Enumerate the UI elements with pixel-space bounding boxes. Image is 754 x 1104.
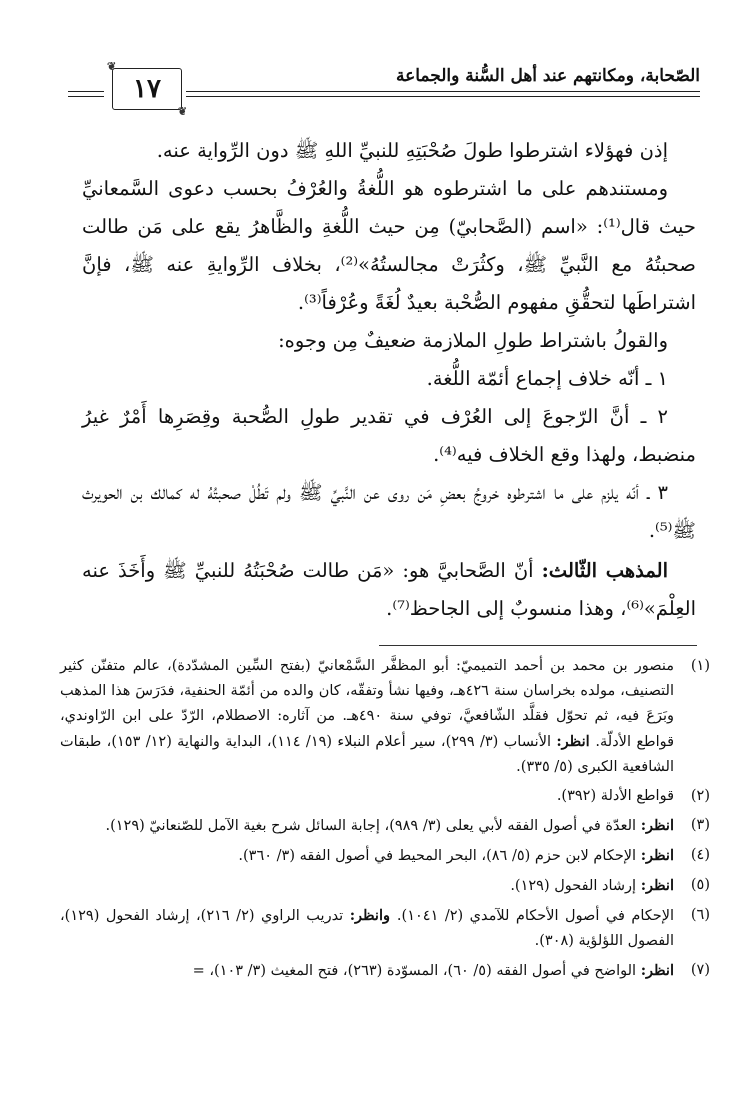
footnote-number: (٣) — [690, 817, 710, 833]
page-header — [68, 58, 700, 118]
header-rule — [186, 91, 700, 92]
footnote-text — [60, 958, 674, 984]
paragraph: والقولُ باشتراط طولِ الملازمة ضعيفٌ مِن وجوه: — [278, 329, 668, 352]
paragraph-text: أنّ الصَّحابيَّ هو: «مَن طالت صُحْبَتُهُ للنبيِّ ﷺ وأَخَذَ عنه العِلْمَ»⁽⁶⁾، وهذا منسوبٌ إلى الجاحظ⁽⁷⁾. — [82, 559, 696, 620]
footnote — [60, 903, 710, 954]
footnote-label: انظر: — [640, 962, 674, 979]
page-number: ١٧ — [133, 74, 161, 104]
footnote-body: الإحكام في أصول الأحكام للآمدي (٢/ ١٠٤١). — [396, 908, 675, 924]
section-term: المذهب الثّالث: — [541, 559, 668, 582]
footnote-label: انظر: — [640, 847, 674, 864]
footnote-body: قواطع الأدلة (٣٩٢). — [556, 788, 674, 804]
footnote — [60, 873, 710, 899]
footnote-body: إرشاد الفحول (١٢٩). — [510, 878, 641, 894]
main-text — [82, 132, 696, 628]
header-rule — [68, 91, 104, 92]
footnote-number: (٢) — [690, 788, 710, 804]
ornament-icon: ❦ — [107, 60, 117, 73]
footnote-number: (٧) — [690, 962, 710, 978]
footnote-text — [60, 654, 674, 780]
footnote-number: (٥) — [690, 877, 710, 893]
footnote — [60, 784, 710, 809]
footnote — [60, 843, 710, 869]
footnote-number: (٤) — [690, 847, 710, 863]
list-item: ٣ ـ أنّه يلزم على ما اشترطوه خروجُ بعضِ مَن روى عن النَّبيِّ ﷺ ولم تَطُلْ صحبتُهُ له كمالك بن الحويرث ﷺ⁽⁵⁾. — [82, 481, 696, 542]
running-title: الصّحابة، ومكانتهم عند أهل السُّنة والجماعة — [395, 66, 700, 86]
footnote-body: الإحكام لابن حزم (٥/ ٨٦)، البحر المحيط في أصول الفقه (٣/ ٣٦٠). — [238, 848, 641, 864]
footnote-body: تدريب الراوي (٢/ ٢١٦)، إرشاد الفحول (١٢٩)، الفصول اللؤلؤية (٣٠٨). — [60, 908, 674, 949]
footnote — [60, 813, 710, 839]
footnote-number: (٦) — [690, 907, 710, 923]
paragraph: إذن فهؤلاء اشترطوا طولَ صُحْبَتِهِ للنبيِّ اللهِ ﷺ دون الرِّواية عنه. — [156, 139, 668, 162]
list-item: ١ ـ أنّه خلاف إجماع أئمّة اللُّغة. — [426, 367, 668, 390]
footnote-text — [60, 903, 674, 954]
footnote-number: (١) — [690, 658, 710, 674]
footnote-body: الأنساب (٣/ ٢٩٩)، سير أعلام النبلاء (١٩/ ١١٤)، البداية والنهاية (١٢/ ١٥٣)، طبقات الشافعية الكبرى (٥/ ٣٣٥). — [60, 734, 674, 775]
footnote-text — [60, 843, 674, 869]
footnote — [60, 958, 710, 984]
header-rule — [186, 96, 700, 97]
page-number-box — [107, 60, 187, 118]
footnote-label: وانظر: — [349, 907, 397, 924]
ornament-icon: ❦ — [177, 105, 187, 118]
footnote-text — [60, 784, 674, 809]
footnote-label: انظر: — [640, 877, 674, 894]
footnote-label: انظر: — [556, 733, 596, 750]
paragraph — [82, 552, 696, 628]
footnote-separator — [379, 645, 697, 646]
footnote — [60, 654, 710, 780]
footnote-body: العدّة في أصول الفقه لأبي يعلى (٣/ ٩٨٩)، إجابة السائل شرح بغية الآمل للصّنعانيّ (١٢٩). — [105, 818, 641, 834]
list-item: ٢ ـ أنَّ الرّجوعَ إلى العُرْف في تقدير طولِ الصُّحبة وقِصَرِها أَمْرٌ غيرُ منضبط، ولهذا وقع الخلاف فيه⁽⁴⁾. — [82, 405, 696, 466]
paragraph: ومستندهم على ما اشترطوه هو اللُّغةُ والعُرْفُ بحسب دعوى السَّمعانيِّ حيث قال⁽¹⁾: «اسم (الصَّحابيّ) مِن حيث اللُّغةِ والظَّاهرُ يقع على مَن طالت صحبتُهُ مع النَّبيِّ ﷺ، وكثُرَتْ مجالستُهُ»⁽²⁾، بخلاف الرِّوايةِ عنه ﷺ، فإنَّ اشتراطَها لتحقُّقِ مفهوم الصُّحْبة بعيدٌ لُغَةً وعُرْفاً⁽³⁾. — [82, 177, 696, 314]
footnote-text — [60, 813, 674, 839]
footnote-label: انظر: — [640, 817, 674, 834]
footnote-body: منصور بن محمد بن أحمد التميميّ: أبو المظفَّر السَّمْعانيّ (بفتح السِّين المشدّدة)، عالم متفنّن كثير التصنيف، مولده بخراسان سنة ٤٢٦هـ، وفيها نشأ وتفقّه، كان والده من أئمّة الحنفية، فدَرَسَ هذا المذهب وبَرَعَ فيه، ثم تحوّل فقلَّد الشّافعيَّ، توفي سنة ٤٩٠هـ. من آثاره: الاصطلام، الرّدّ على ابن الرّاوندي، قواطع الأدلّة. — [60, 658, 675, 750]
footnote-text — [60, 873, 674, 899]
footnote-body: الواضح في أصول الفقه (٥/ ٦٠)، المسوّدة (٢٦٣)، فتح المغيث (٣/ ١٠٣)، = — [192, 963, 641, 979]
footnotes — [60, 654, 710, 988]
header-rule — [68, 96, 104, 97]
